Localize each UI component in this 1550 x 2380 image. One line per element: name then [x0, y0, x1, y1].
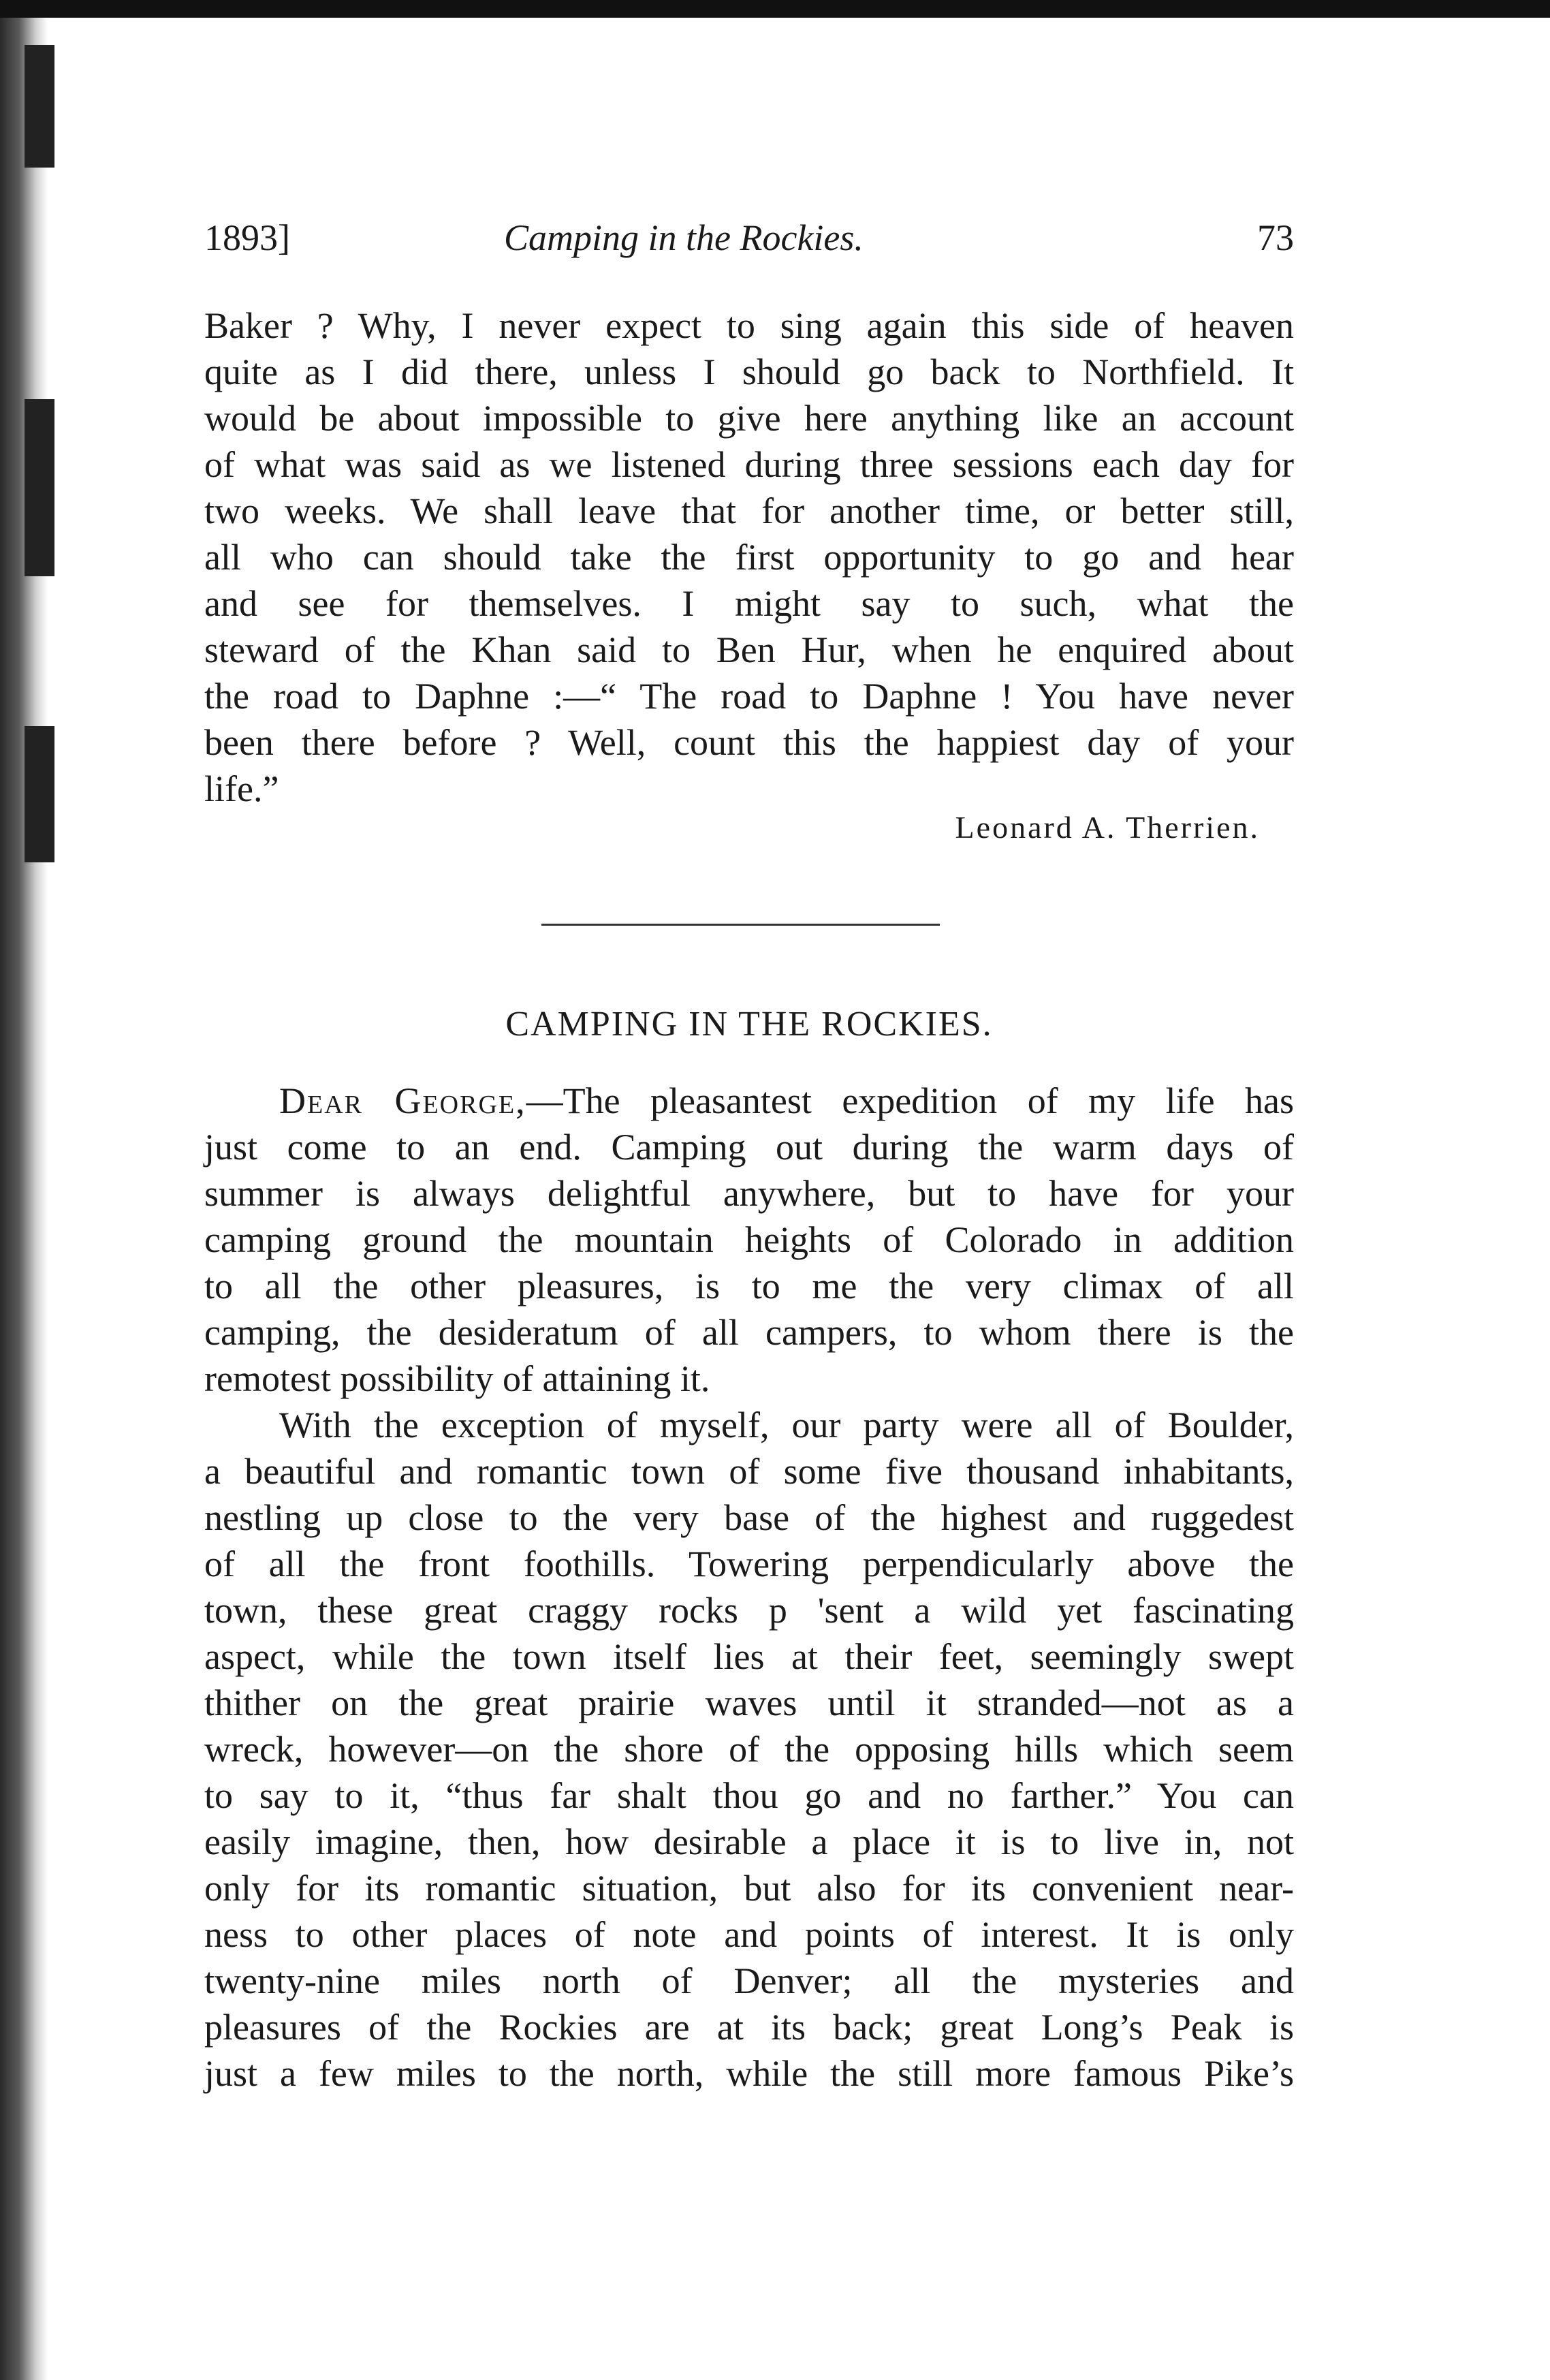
- text-line: camping ground the mountain heights of Colorado in addition: [204, 1219, 1294, 1260]
- text-line: pleasures of the Rockies are at its back; great Long’s Peak is: [204, 2007, 1294, 2048]
- text-line: just come to an end. Camping out during the warm days of: [204, 1127, 1294, 1168]
- text-line: to all the other pleasures, is to me the very climax of all: [204, 1266, 1294, 1306]
- text-line: town, these great craggy rocks p 'sent a wild yet fascinating: [204, 1590, 1294, 1631]
- text-line: steward of the Khan said to Ben Hur, when he enquired about: [204, 629, 1294, 670]
- text-line: and see for themselves. I might say to such, what the: [204, 583, 1294, 624]
- text-line: thither on the great prairie waves until it stranded—not as a: [204, 1682, 1294, 1723]
- text-line: to say to it, “thus far shalt thou go and no farther.” You can: [204, 1775, 1294, 1816]
- text-line: of what was said as we listened during three sessions each day for: [204, 444, 1294, 485]
- running-head-title: Camping in the Rockies.: [504, 217, 864, 258]
- text-line: two weeks. We shall leave that for another time, or better still,: [204, 490, 1294, 531]
- top-edge-rule: [0, 0, 1550, 18]
- text-line: would be about impossible to give here anything like an account: [204, 398, 1294, 439]
- spine-mark: [25, 726, 54, 862]
- page-number: 73: [1257, 217, 1294, 258]
- spine-mark: [25, 399, 54, 576]
- text-line: remotest possibility of attaining it.: [204, 1358, 710, 1399]
- section-divider: [541, 924, 940, 926]
- text-line-rest: —The pleasantest expedition of my life has: [526, 1080, 1294, 1121]
- text-line: of all the front foothills. Towering perpendicularly above the: [204, 1544, 1294, 1584]
- text-line: been there before ? Well, count this the happiest day of your: [204, 722, 1294, 763]
- text-line: twenty-nine miles north of Denver; all the mysteries and: [204, 1960, 1294, 2001]
- salutation: Dear George,: [279, 1080, 526, 1121]
- author-signature: Leonard A. Therrien.: [955, 810, 1260, 845]
- text-line: camping, the desideratum of all campers, to whom there is the: [204, 1312, 1294, 1353]
- text-line: the road to Daphne :—“ The road to Daphne ! You have never: [204, 676, 1294, 717]
- text-line: life.”: [204, 768, 279, 809]
- article-title: CAMPING IN THE ROCKIES.: [505, 1005, 993, 1044]
- book-spine-shadow: [0, 18, 48, 2380]
- text-line: quite as I did there, unless I should go back to Northfield. It: [204, 351, 1294, 392]
- text-line: only for its romantic situation, but also for its convenient near-: [204, 1868, 1294, 1909]
- text-line: nestling up close to the very base of the highest and ruggedest: [204, 1497, 1294, 1538]
- running-head: [204, 217, 1294, 271]
- text-line: a beautiful and romantic town of some five thousand inhabitants,: [204, 1451, 1294, 1492]
- spine-mark: [25, 45, 54, 168]
- paragraph-1: [204, 1078, 1294, 1402]
- text-line: Baker ? Why, I never expect to sing again this side of heaven: [204, 305, 1294, 346]
- text-line: all who can should take the first opportunity to go and hear: [204, 537, 1294, 578]
- text-line: With the exception of myself, our party were all of Boulder,: [279, 1405, 1294, 1445]
- previous-article-ending: [204, 302, 1294, 812]
- text-line: summer is always delightful anywhere, but to have for your: [204, 1173, 1294, 1214]
- running-head-year: 1893]: [204, 217, 290, 258]
- paragraph-2: [204, 1402, 1294, 2097]
- text-line: easily imagine, then, how desirable a place it is to live in, not: [204, 1821, 1294, 1862]
- text-line: aspect, while the town itself lies at their feet, seemingly swept: [204, 1636, 1294, 1677]
- text-line: wreck, however—on the shore of the opposing hills which seem: [204, 1729, 1294, 1770]
- text-line: just a few miles to the north, while the still more famous Pike’s: [204, 2053, 1294, 2094]
- text-line: [204, 1078, 1294, 1124]
- text-line: ness to other places of note and points of interest. It is only: [204, 1914, 1294, 1955]
